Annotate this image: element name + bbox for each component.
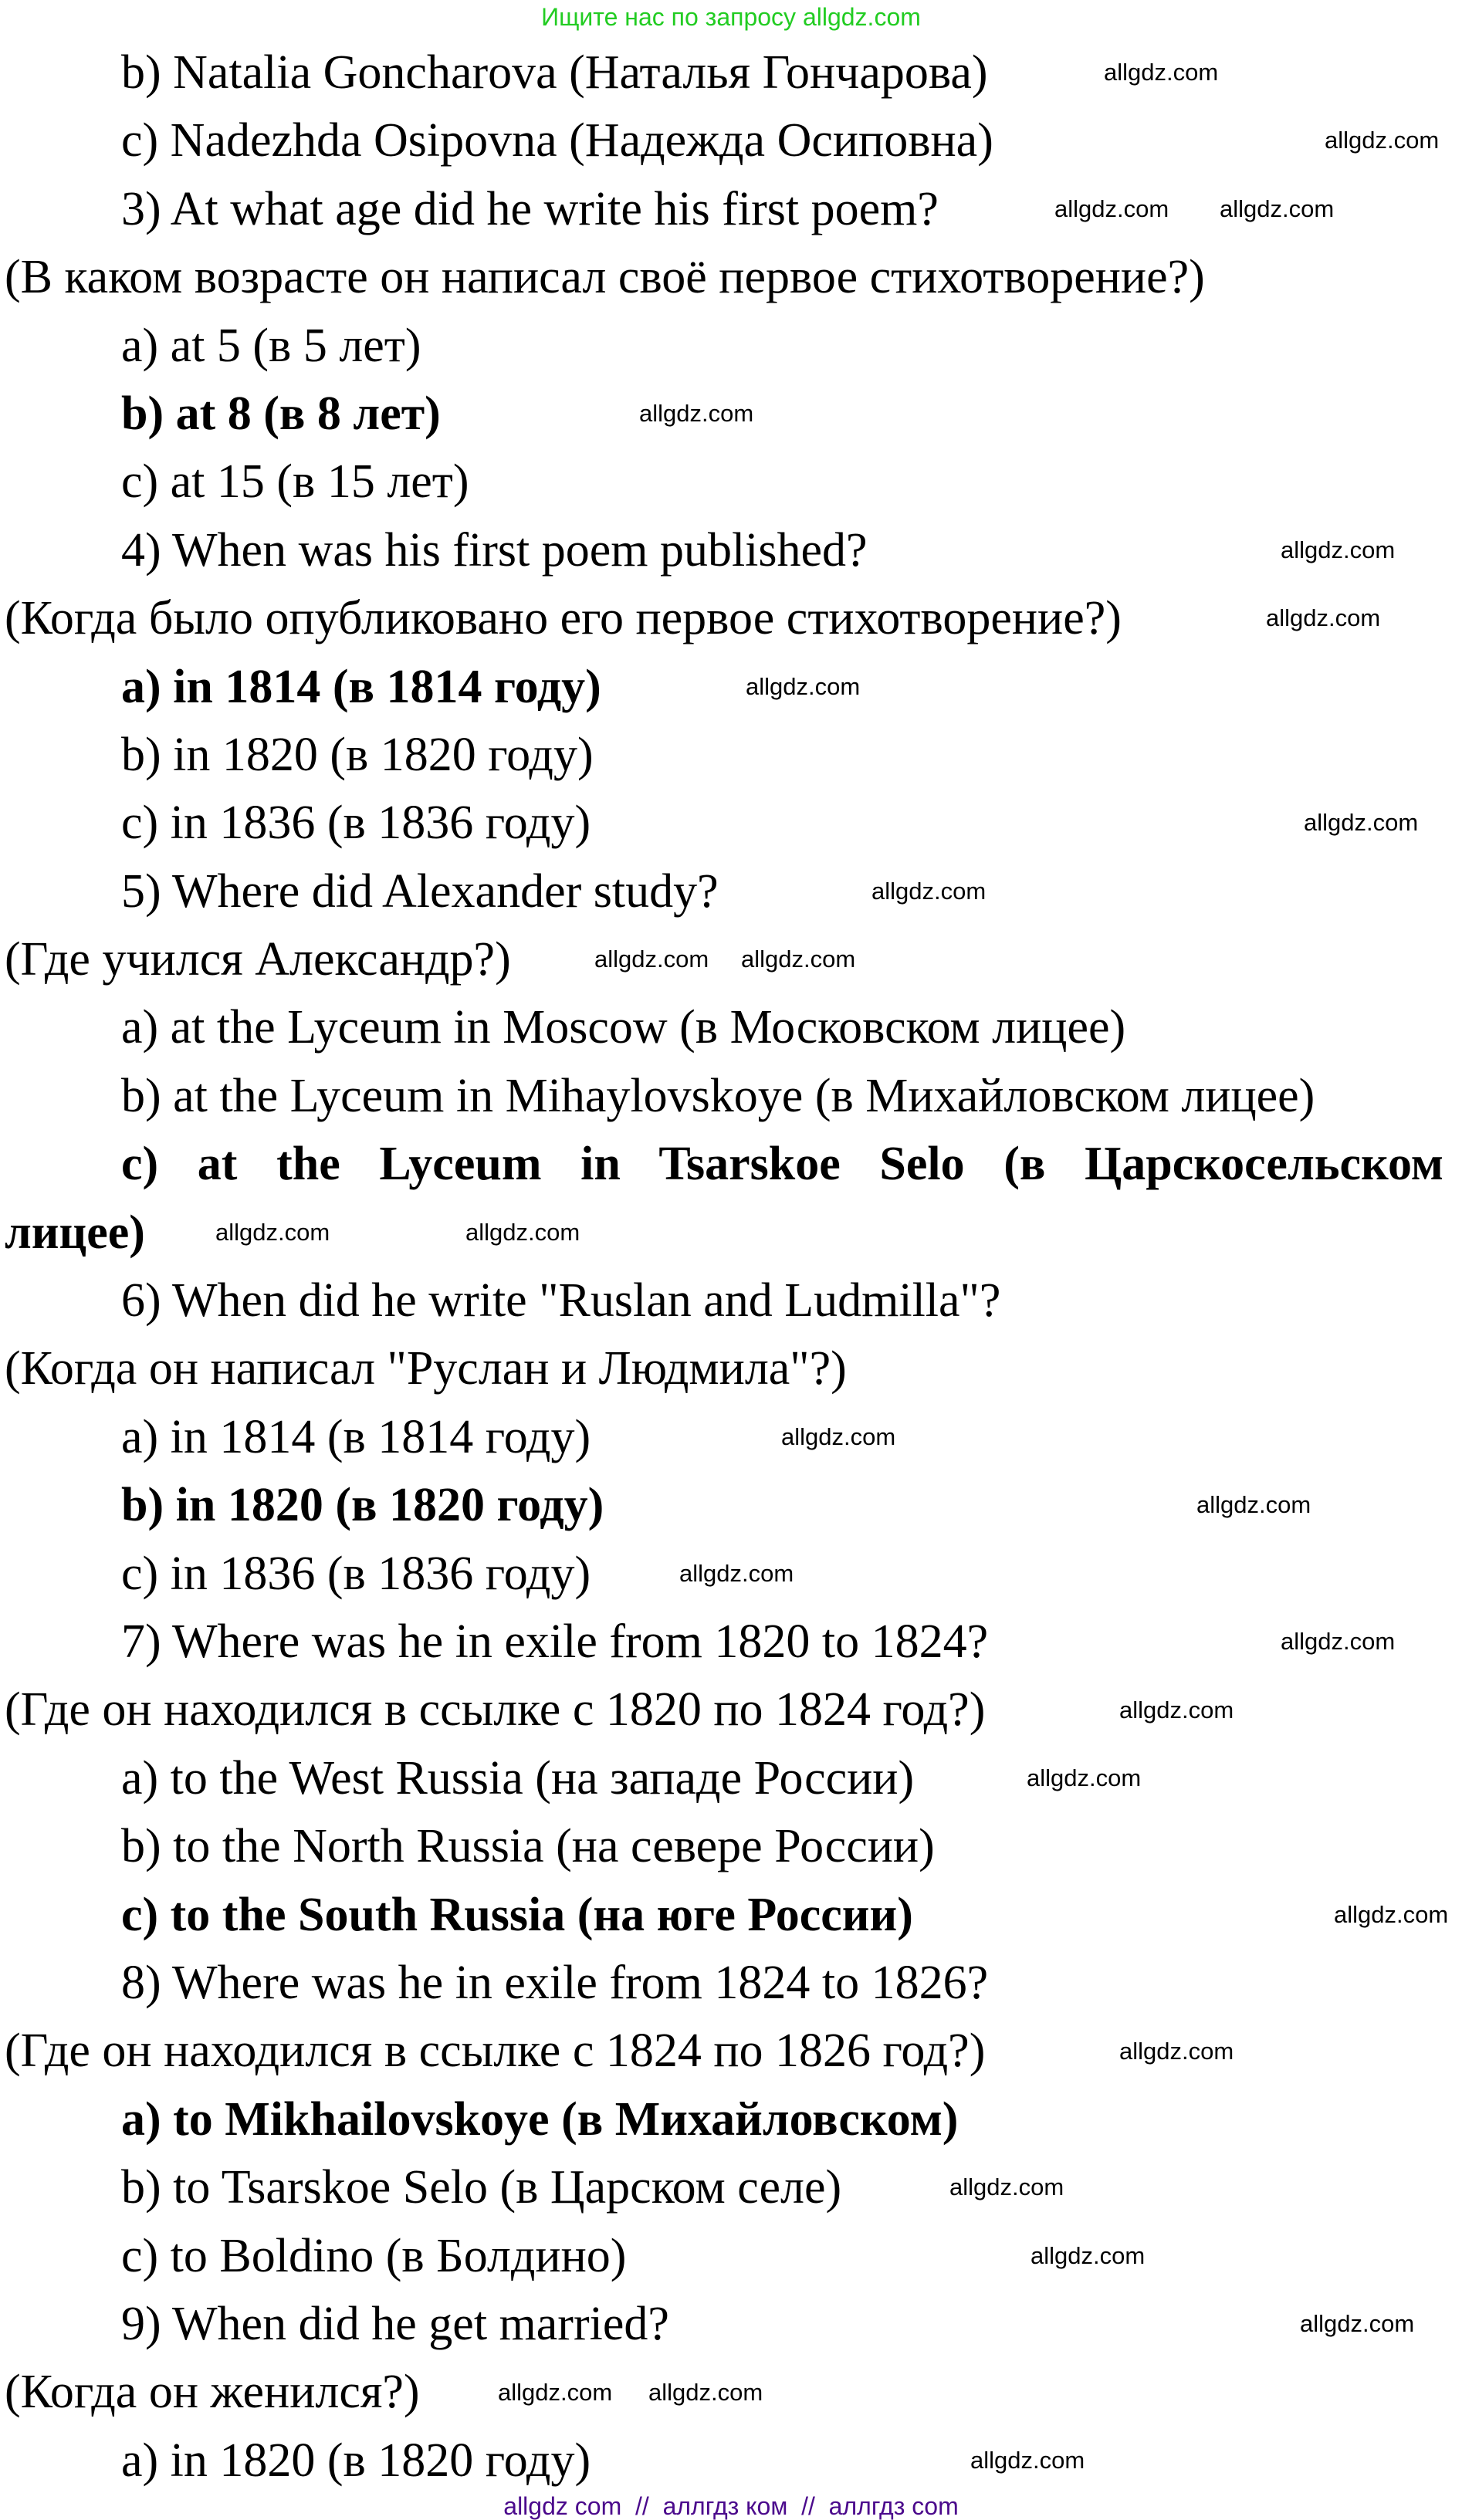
watermark: allgdz.com (1031, 2242, 1146, 2269)
text-line: c) at 15 (в 15 лет) (121, 455, 469, 509)
text-line: b) at the Lyceum in Mihaylovskoye (в Михайловском лицее) (121, 1069, 1315, 1122)
watermark: allgdz.com (1119, 1696, 1234, 1723)
text-line: (Когда он женился?) (5, 2366, 420, 2419)
watermark: allgdz.com (215, 1219, 330, 1246)
text-line: 6) When did he write "Ruslan and Ludmilla"? (121, 1274, 1001, 1328)
text-line: b) to Tsarskoe Selo (в Царском селе) (121, 2161, 842, 2214)
watermark: allgdz.com (679, 1560, 794, 1587)
watermark: allgdz.com (465, 1219, 580, 1246)
text-line: a) in 1820 (в 1820 году) (121, 2434, 591, 2487)
text-line: a) at the Lyceum in Moscow (в Московском лицее) (121, 1001, 1126, 1054)
watermark: allgdz.com (1281, 536, 1396, 563)
answer-line-correct: b) in 1820 (в 1820 году) (121, 1479, 604, 1532)
text-line: (Где учился Александр?) (5, 933, 511, 986)
watermark: allgdz.com (1027, 1764, 1142, 1791)
text-line: b) to the North Russia (на севере России) (121, 1820, 935, 1873)
text-line: 3) At what age did he write his first poem? (121, 182, 939, 235)
text-line: c) in 1836 (в 1836 году) (121, 1547, 591, 1600)
text-line: 9) When did he get married? (121, 2297, 669, 2350)
answer-line-correct: b) at 8 (в 8 лет) (121, 387, 441, 440)
watermark: allgdz.com (498, 2379, 613, 2406)
text-line: (В каком возрасте он написал своё первое стихотворение?) (5, 251, 1205, 304)
watermark: allgdz.com (741, 945, 856, 972)
answer-line-correct: a) in 1814 (в 1814 году) (121, 660, 601, 713)
text-line: 5) Where did Alexander study? (121, 864, 719, 918)
watermark: allgdz.com (1104, 59, 1219, 86)
text-line: b) Natalia Goncharova (Наталья Гончарова) (121, 46, 988, 99)
text-line: 7) Where was he in exile from 1820 to 1824? (121, 1615, 989, 1668)
watermark: allgdz.com (648, 2379, 763, 2406)
watermark: allgdz.com (1196, 1491, 1311, 1518)
watermark: allgdz.com (949, 2173, 1064, 2200)
answer-line-correct: a) to Mikhailovskoye (в Михайловском) (121, 2092, 959, 2146)
watermark: allgdz.com (639, 400, 754, 427)
watermark: allgdz.com (871, 878, 987, 905)
search-hint-banner: Ищите нас по запросу allgdz.com (541, 3, 921, 31)
answer-line-correct: лицее) (5, 1206, 145, 1259)
footer-links: allgdz com // аллгдз ком // аллгдз com (503, 2492, 959, 2520)
answer-line-correct: c) to the South Russia (на юге России) (121, 1888, 913, 1941)
watermark: allgdz.com (1281, 1628, 1396, 1655)
text-line: 8) Where was he in exile from 1824 to 1826? (121, 1956, 989, 2009)
watermark: allgdz.com (1300, 2310, 1415, 2337)
text-line: a) to the West Russia (на западе России) (121, 1751, 915, 1805)
watermark: allgdz.com (1054, 195, 1169, 222)
watermark: allgdz.com (781, 1423, 896, 1450)
watermark: allgdz.com (1334, 1901, 1449, 1928)
text-line: a) at 5 (в 5 лет) (121, 319, 421, 372)
watermark: allgdz.com (594, 945, 709, 972)
text-line: c) Nadezhda Osipovna (Надежда Осиповна) (121, 114, 993, 167)
text-line: 4) When was his first poem published? (121, 523, 868, 577)
text-line: b) in 1820 (в 1820 году) (121, 728, 594, 781)
text-line: (Когда он написал "Руслан и Людмила"?) (5, 1342, 847, 1395)
watermark: allgdz.com (746, 673, 861, 700)
watermark: allgdz.com (1304, 809, 1419, 836)
text-line: (Где он находился в ссылке с 1820 по 1824 год?) (5, 1683, 986, 1737)
text-line: c) in 1836 (в 1836 году) (121, 797, 591, 850)
watermark: allgdz.com (970, 2447, 1085, 2474)
watermark: allgdz.com (1266, 604, 1381, 631)
answer-line-correct: c) at the Lyceum in Tsarskoe Selo (в Царскосельском (121, 1138, 1443, 1191)
text-line: c) to Boldino (в Болдино) (121, 2229, 627, 2282)
watermark: allgdz.com (1119, 2038, 1234, 2065)
watermark: allgdz.com (1220, 195, 1335, 222)
text-line: a) in 1814 (в 1814 году) (121, 1410, 591, 1463)
text-line: (Когда было опубликовано его первое стихотворение?) (5, 592, 1122, 645)
text-line: (Где он находился в ссылке с 1824 по 1826 год?) (5, 2024, 986, 2078)
watermark: allgdz.com (1325, 127, 1440, 154)
